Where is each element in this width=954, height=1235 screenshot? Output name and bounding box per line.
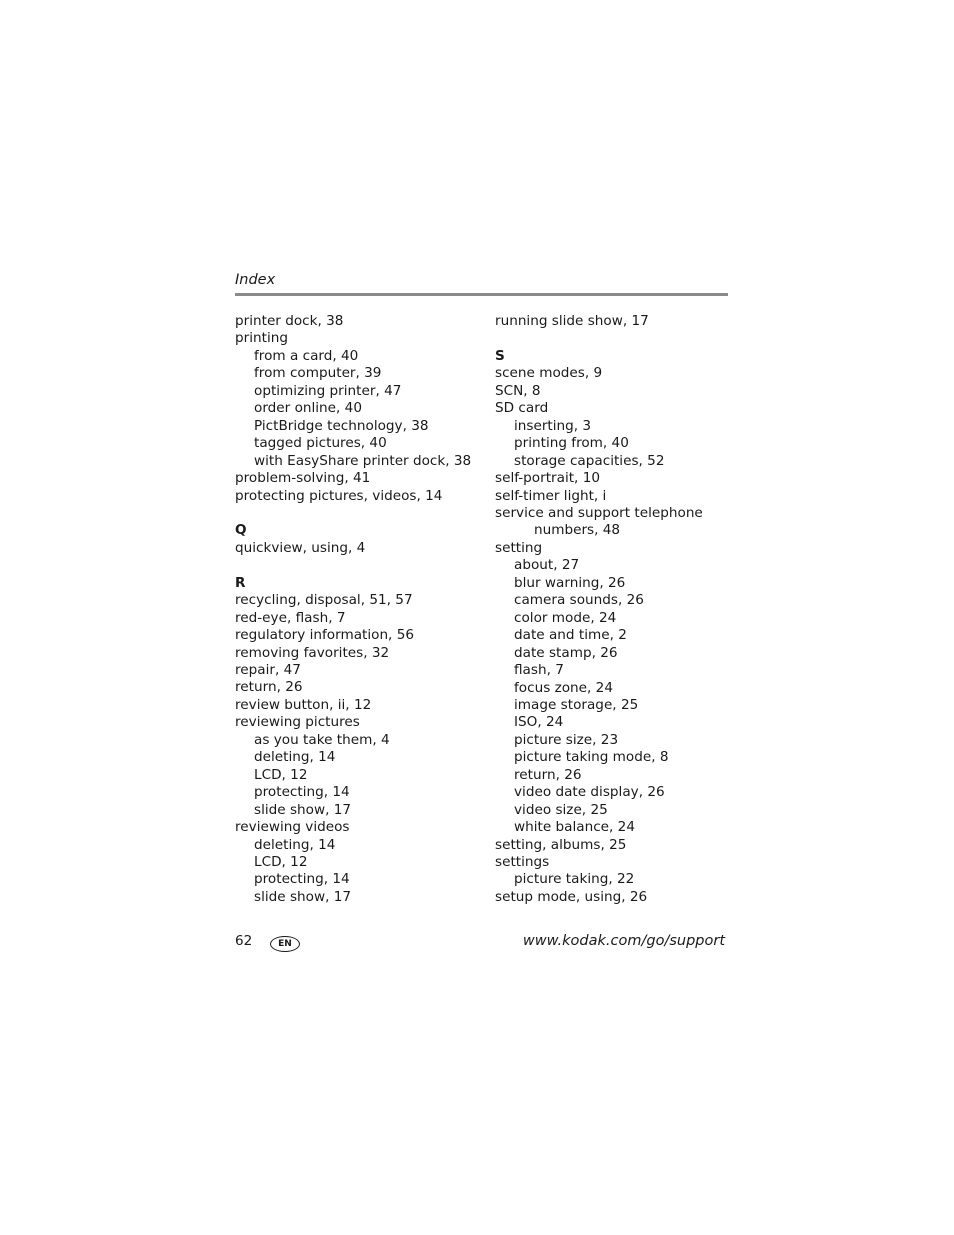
- index-subentry: from computer, 39: [254, 365, 382, 382]
- index-subentry: LCD, 12: [254, 854, 308, 871]
- index-subentry: printing from, 40: [514, 435, 629, 452]
- index-entry: SD card: [495, 400, 549, 417]
- index-subentry: video date display, 26: [514, 784, 665, 801]
- index-entry: red-eye, flash, 7: [235, 609, 346, 626]
- index-entry: removing favorites, 32: [235, 644, 390, 661]
- index-column-right: [495, 313, 735, 906]
- index-entry: repair, 47: [235, 662, 301, 679]
- index-entry: SCN, 8: [495, 382, 541, 399]
- index-subentry: PictBridge technology, 38: [254, 417, 429, 434]
- index-subentry: with EasyShare printer dock, 38: [254, 452, 472, 469]
- index-subentry: order online, 40: [254, 400, 362, 417]
- index-entry: printer dock, 38: [235, 313, 344, 329]
- index-subentry: slide show, 17: [254, 888, 352, 905]
- index-subentry: protecting, 14: [254, 871, 350, 888]
- index-subentry: white balance, 24: [514, 819, 635, 836]
- index-entry: protecting pictures, videos, 14: [235, 487, 443, 504]
- index-subentry: deleting, 14: [254, 836, 336, 853]
- index-subentry: picture taking, 22: [514, 871, 635, 888]
- index-subentry: tagged pictures, 40: [254, 435, 387, 452]
- index-subentry: flash, 7: [514, 662, 564, 679]
- index-entry: problem-solving, 41: [235, 470, 371, 487]
- index-letter-heading: R: [235, 574, 246, 591]
- index-letter-heading: Q: [235, 522, 247, 539]
- index-entry: recycling, disposal, 51, 57: [235, 592, 413, 609]
- index-subentry: LCD, 12: [254, 766, 308, 783]
- index-subentry: ISO, 24: [514, 714, 564, 731]
- index-subentry: from a card, 40: [254, 347, 359, 364]
- index-subentry: video size, 25: [514, 801, 608, 818]
- index-subentry: slide show, 17: [254, 801, 352, 818]
- index-subentry: return, 26: [514, 766, 582, 783]
- header-divider: [235, 293, 728, 296]
- index-entry: service and support telephone: [495, 504, 703, 521]
- index-entry: setting: [495, 539, 543, 556]
- index-subentry: focus zone, 24: [514, 679, 613, 696]
- index-entry: review button, ii, 12: [235, 696, 372, 713]
- index-spacer: [235, 505, 485, 522]
- index-subentry: deleting, 14: [254, 749, 336, 766]
- index-entry: return, 26: [235, 679, 303, 696]
- index-subentry: picture taking mode, 8: [514, 749, 669, 766]
- index-subentry: image storage, 25: [514, 696, 639, 713]
- index-entry: reviewing videos: [235, 819, 350, 836]
- index-subentry: as you take them, 4: [254, 731, 390, 748]
- index-entry: self-timer light, i: [495, 487, 607, 504]
- index-entry: scene modes, 9: [495, 365, 603, 382]
- index-entry: printing: [235, 330, 288, 347]
- index-entry: setup mode, using, 26: [495, 888, 648, 905]
- index-subentry: camera sounds, 26: [514, 592, 644, 609]
- index-subentry: date and time, 2: [514, 627, 627, 644]
- index-subentry: color mode, 24: [514, 609, 617, 626]
- index-subentry: blur warning, 26: [514, 574, 626, 591]
- language-badge: EN: [270, 936, 300, 952]
- index-spacer: [495, 330, 735, 347]
- index-subentry: optimizing printer, 47: [254, 382, 402, 399]
- index-entry: self-portrait, 10: [495, 470, 600, 487]
- index-subentry: picture size, 23: [514, 731, 619, 748]
- index-letter-heading: S: [495, 347, 505, 364]
- index-entry: regulatory information, 56: [235, 627, 415, 644]
- index-entry: quickview, using, 4: [235, 539, 366, 556]
- index-subentry: date stamp, 26: [514, 644, 618, 661]
- index-entry: running slide show, 17: [495, 313, 649, 329]
- index-spacer: [235, 557, 485, 574]
- index-subentry: protecting, 14: [254, 784, 350, 801]
- index-entry: reviewing pictures: [235, 714, 360, 731]
- index-subentry: inserting, 3: [514, 417, 592, 434]
- index-entry-continuation: numbers, 48: [534, 522, 621, 539]
- index-entry: setting, albums, 25: [495, 836, 627, 853]
- support-url[interactable]: www.kodak.com/go/support: [522, 933, 725, 949]
- index-entry: settings: [495, 854, 550, 871]
- index-subentry: storage capacities, 52: [514, 452, 665, 469]
- index-column-left: [235, 313, 485, 906]
- index-subentry: about, 27: [514, 557, 580, 574]
- page-number: 62: [235, 933, 253, 949]
- page-header-title: Index: [235, 272, 276, 288]
